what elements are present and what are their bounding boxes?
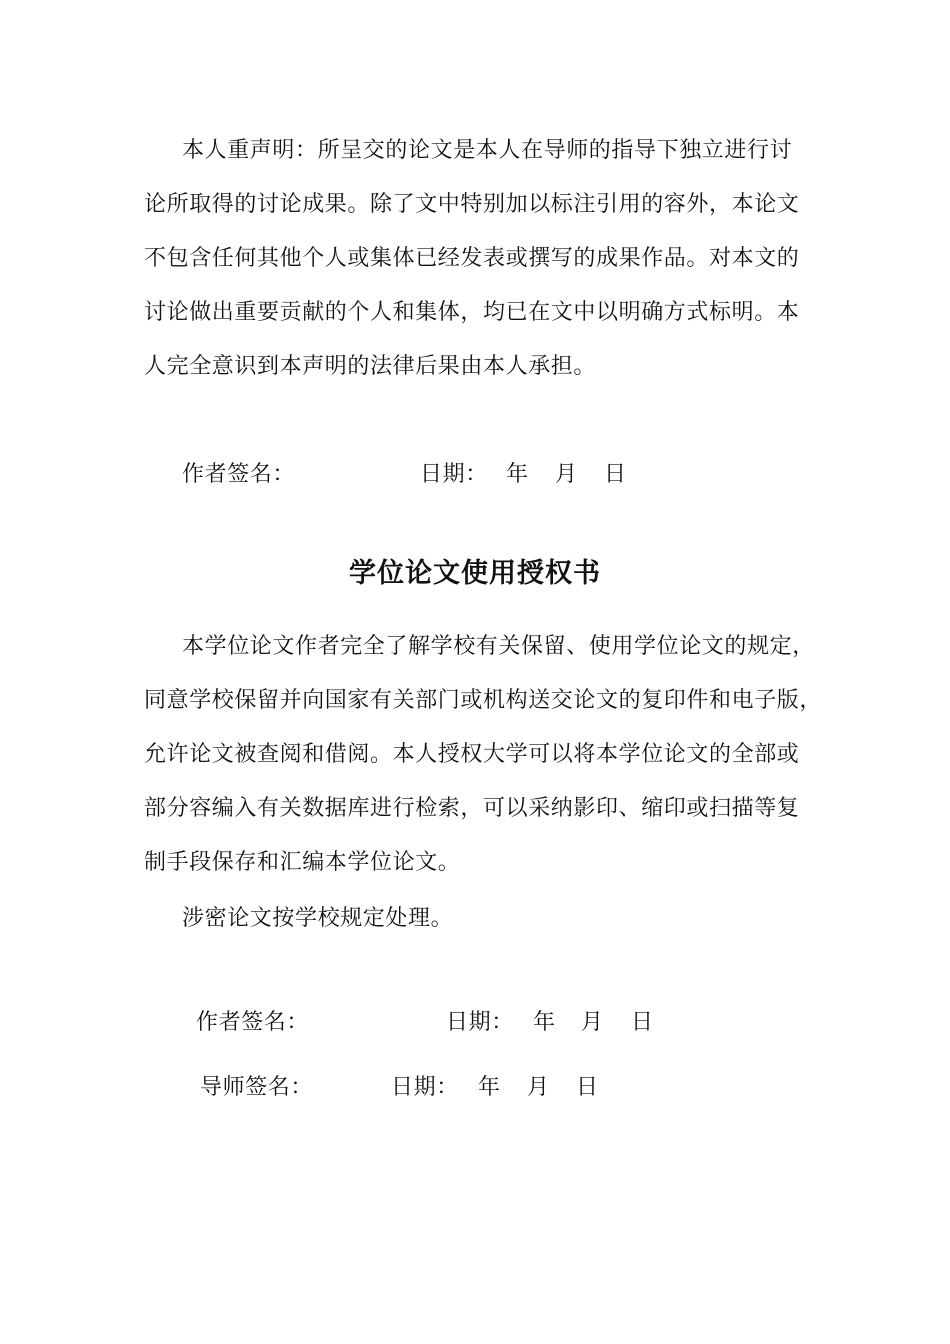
authorization-paragraph [144, 620, 824, 890]
declaration-line: 不包含任何其他个人或集体已经发表或撰写的成果作品。对本文的 [144, 246, 800, 271]
year-label: 年 [478, 1075, 501, 1100]
month-label: 月 [527, 1075, 550, 1100]
authorization-line: 制手段保存和汇编本学位论文。 [144, 850, 461, 875]
author-signature-label: 作者签名： [196, 1010, 310, 1035]
authorization-line: 同意学校保留并向国家有关部门或机构送交论文的复印件和电子版， [144, 688, 823, 713]
year-label: 年 [506, 462, 529, 487]
declaration-line: 讨论做出重要贡献的个人和集体，均已在文中以明确方式标明。本 [144, 300, 800, 325]
secret-note: 涉密论文按学校规定处理。 [182, 906, 454, 931]
date-label: 日期： [420, 462, 488, 487]
day-label: 日 [576, 1075, 599, 1100]
day-label: 日 [631, 1010, 654, 1035]
authorization-line: 部分容编入有关数据库进行检索，可以采纳影印、缩印或扫描等复 [144, 796, 800, 821]
declaration-paragraph [144, 124, 824, 394]
authorization-title: 学位论文使用授权书 [349, 558, 601, 589]
date-label: 日期： [446, 1010, 514, 1035]
month-label: 月 [555, 462, 578, 487]
author-signature-label: 作者签名： [182, 462, 296, 487]
declaration-line: 本人重声明：所呈交的论文是本人在导师的指导下独立进行讨 [182, 138, 793, 163]
authorization-line: 本学位论文作者完全了解学校有关保留、使用学位论文的规定， [182, 634, 815, 659]
declaration-line: 论所取得的讨论成果。除了文中特别加以标注引用的容外，本论文 [144, 192, 800, 217]
declaration-line: 人完全意识到本声明的法律后果由本人承担。 [144, 354, 597, 379]
advisor-signature-label: 导师签名： [200, 1075, 314, 1100]
month-label: 月 [581, 1010, 604, 1035]
date-label: 日期： [391, 1075, 459, 1100]
authorization-line: 允许论文被查阅和借阅。本人授权大学可以将本学位论文的全部或 [144, 742, 800, 767]
year-label: 年 [533, 1010, 556, 1035]
day-label: 日 [604, 462, 627, 487]
